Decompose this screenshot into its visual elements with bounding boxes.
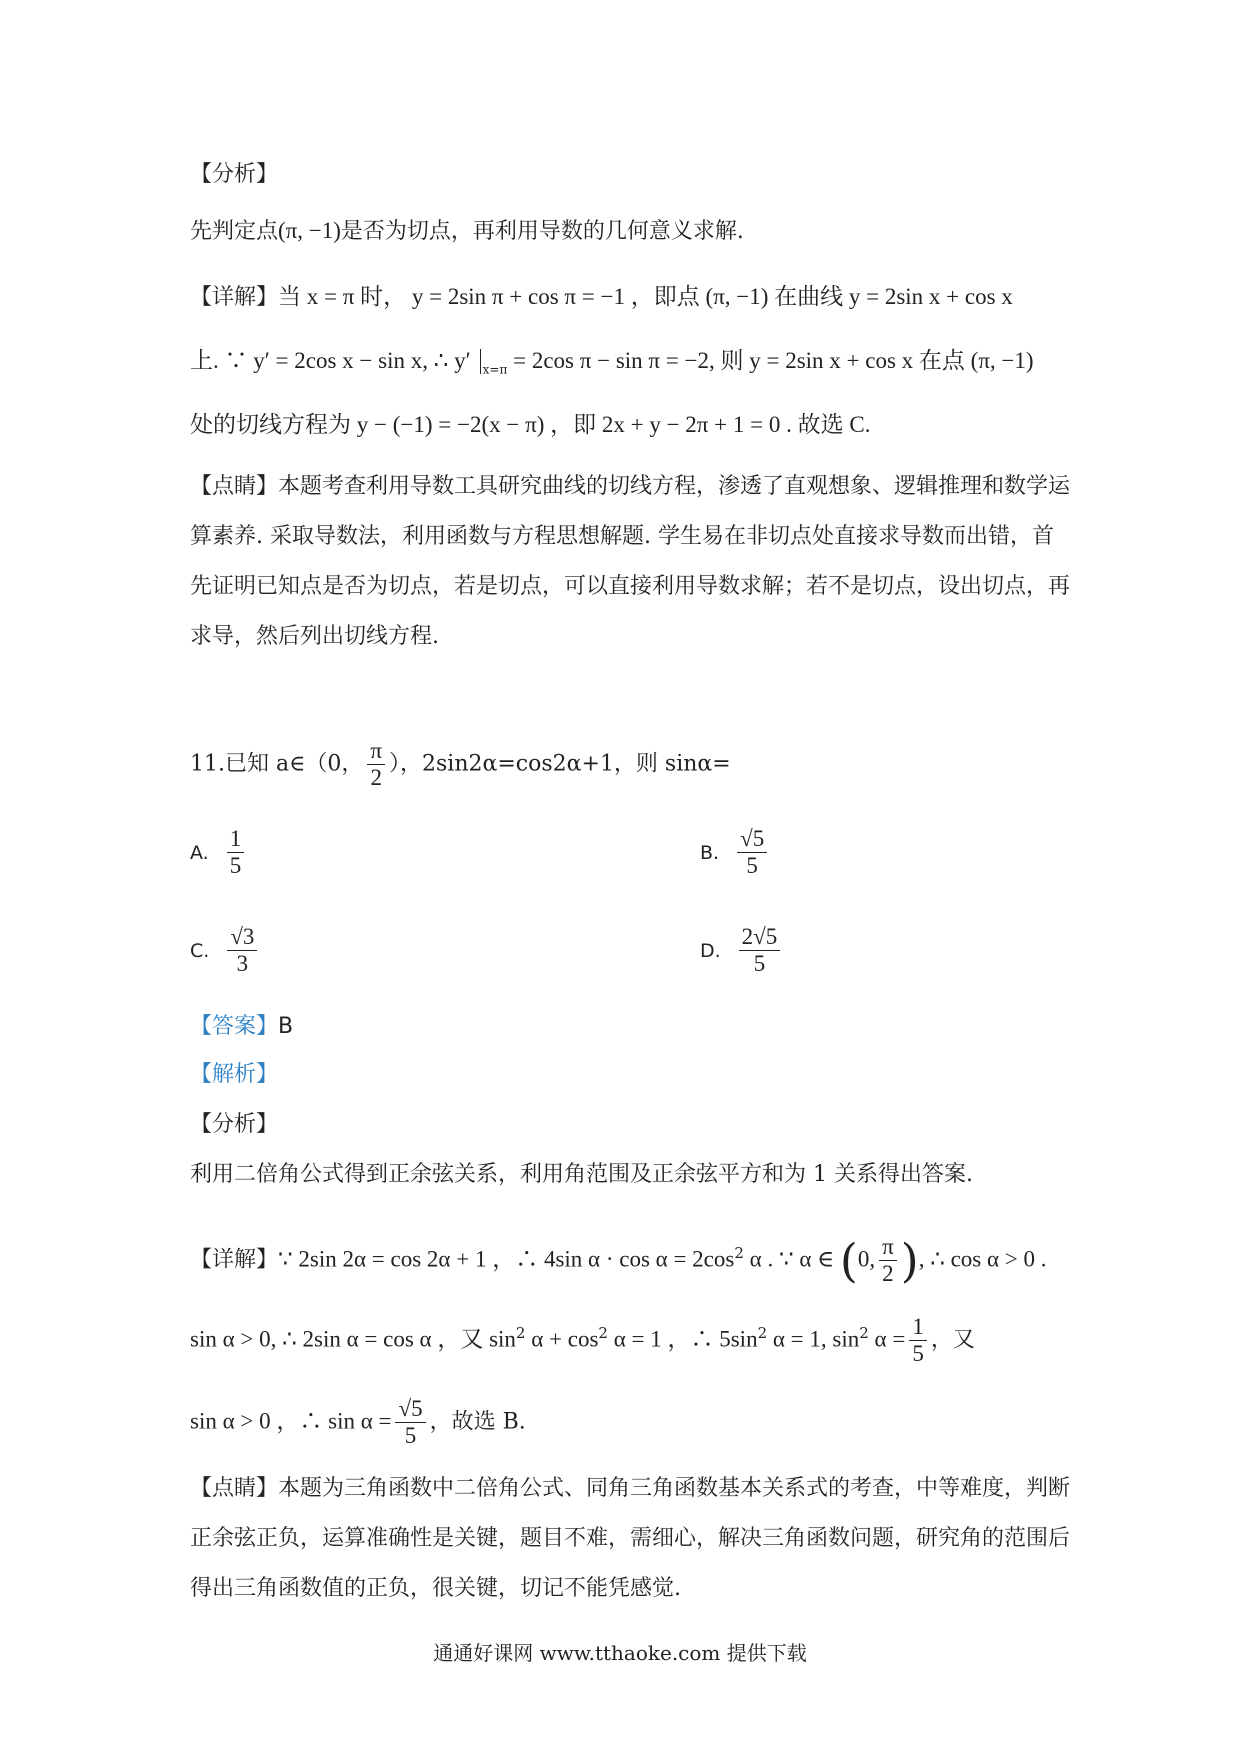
analysis-heading xyxy=(190,160,278,190)
answer-detail-line-2: sin α > 0, ∴ 2sin α = cos α ，又 $\sin^2 \alpha + \cos^2 \alpha = 1$ ，∴ $5\sin^2$ α = 1, $\sin^2 \alpha$ = $\frac{1}{5}$ ，又 xyxy=(190,1314,975,1366)
question-11-stem: 11.已知 a∈（0， $\frac{\pi}{2}$ ），2sin2α=cos2α+1，则 sinα= xyxy=(190,738,731,790)
answer-line xyxy=(190,1012,293,1042)
stem-fraction: $\frac{\pi}{2}$ xyxy=(367,738,385,791)
page-footer: 通通好课网 www.tthaoke.com 提供下载 xyxy=(433,1641,807,1665)
comment-line-1: 【点睛】本题考查利用导数工具研究曲线的切线方程，渗透了直观想象、逻辑推理和数学运 xyxy=(190,474,1071,499)
option-d: D. $\frac{2√5}{5}$ xyxy=(700,924,784,977)
analysis-text: 先判定点(π, −1)是否为切点，再利用导数的几何意义求解. xyxy=(190,218,744,244)
option-c: C. $\frac{√3}{3}$ xyxy=(190,924,261,977)
analysis-tag: 【分析】 xyxy=(190,162,279,187)
answer-comment-line-2: 正余弦正负，运算准确性是关键，题目不难，需细心，解决三角函数问题，研究角的范围后 xyxy=(190,1526,1071,1551)
detail-line-1: 【详解】当 x = π 时， y = 2sin π + cos π = −1 ，即点 (π, −1) 在曲线 y = 2sin x + cos x xyxy=(190,284,1013,310)
detail-line-2: 上. ∵ y′ = 2cos x − sin x, ∴ y′ $_{x=\pi}$ = 2cos π − sin π = −2, 则 y = 2sin x + cos x 在点 (π, −1) xyxy=(190,348,1034,377)
answer-value: B xyxy=(278,1014,294,1039)
answer-analysis-text: 利用二倍角公式得到正余弦关系，利用角范围及正余弦平方和为 1 关系得出答案. xyxy=(190,1162,973,1187)
answer-analysis-heading: 【分析】 xyxy=(190,1112,279,1137)
option-b: B. $\frac{√5}{5}$ xyxy=(700,826,771,879)
answer-detail-line-3: sin α > 0 ，∴ sin α = $\frac{√5}{5}$ ，故选 B. xyxy=(190,1396,526,1448)
comment-line-4: 求导，然后列出切线方程. xyxy=(190,624,439,649)
comment-line-3: 先证明已知点是否为切点，若是切点，可以直接利用导数求解；若不是切点，设出切点，再 xyxy=(190,574,1071,599)
detail-line-3: 处的切线方程为 y − (−1) = −2(x − π) ，即 2x + y − 2π + 1 = 0 . 故选 C. xyxy=(190,412,871,437)
answer-comment-line-1: 【点睛】本题为三角函数中二倍角公式、同角三角函数基本关系式的考查，中等难度，判断 xyxy=(190,1476,1071,1501)
answer-comment-line-3: 得出三角函数值的正负，很关键，切记不能凭感觉. xyxy=(190,1576,681,1601)
answer-tag: 【答案】 xyxy=(190,1014,279,1039)
jiexi-heading: 【解析】 xyxy=(190,1062,279,1087)
comment-line-2: 算素养. 采取导数法，利用函数与方程思想解题. 学生易在非切点处直接求导数而出错，首 xyxy=(190,524,1054,549)
answer-detail-line-1: 【详解】∵ 2sin 2α = cos 2α + 1 ，∴ 4sin $\alpha \cdot \cos \alpha = 2\cos^2$ α . ∵ α ∈ (0, $\frac{\pi}{2}$ ), ∴ cos α > 0 . xyxy=(190,1233,1047,1288)
option-a: A. $\frac{1}{5}$ xyxy=(190,826,248,879)
